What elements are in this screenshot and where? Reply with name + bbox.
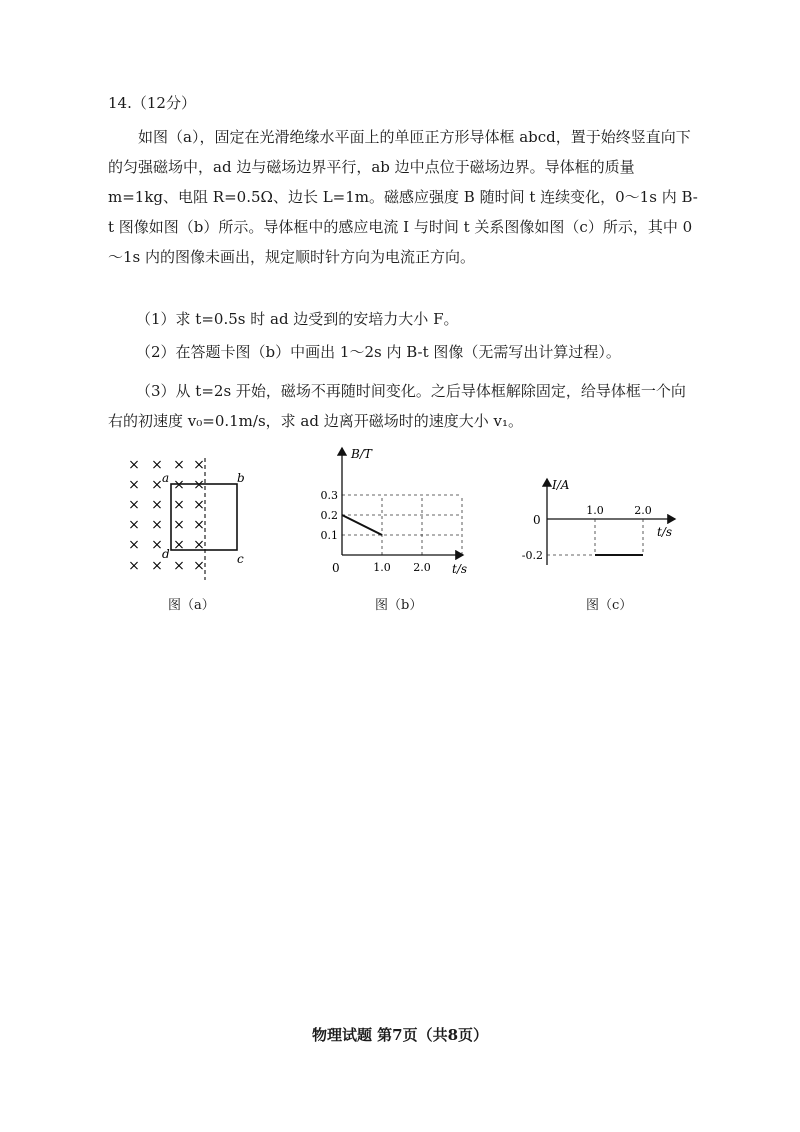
c-origin: 0 (533, 513, 541, 527)
figure-c (515, 475, 690, 580)
field-mark: × (151, 558, 163, 574)
b-xtick-label: 1.0 (373, 561, 391, 574)
field-mark: × (151, 517, 163, 533)
question-stem: 如图（a），固定在光滑绝缘水平面上的单匝正方形导体框 abcd，置于始终竖直向下的匀强磁场中，ad 边与磁场边界平行，ab 边中点位于磁场边界。导体框的质量 m=1kg、电阻 R=0.5Ω、边长 L=1m。磁感应强度 B 随时间 t 连续变化，0～1s 内 B-t 图像如图（b）所示。导体框中的感应电流 I 与时间 t 关系图像如图（c）所示，其中 0～1s 内的图像未画出，规定顺时针方向为电流正方向。 (108, 128, 698, 266)
field-mark: × (128, 558, 140, 574)
c-xtick-label: 2.0 (634, 504, 652, 517)
field-mark: × (193, 558, 205, 574)
figure-b (315, 440, 475, 580)
field-mark: × (151, 537, 163, 553)
field-mark: × (193, 497, 205, 513)
field-mark: × (128, 457, 140, 473)
field-mark: × (151, 497, 163, 513)
part-2: （2）在答题卡图（b）中画出 1～2s 内 B-t 图像（无需写出计算过程）。 (136, 343, 621, 361)
field-mark: × (128, 537, 140, 553)
b-xlabel: t/s (452, 562, 468, 576)
figure-a (120, 455, 260, 585)
b-series-segment (342, 515, 382, 535)
field-mark: × (128, 477, 140, 493)
b-series (342, 515, 382, 535)
field-mark: × (128, 497, 140, 513)
figure-a-caption: 图（a） (168, 598, 215, 613)
c-guides (547, 519, 643, 555)
field-mark: × (151, 477, 163, 493)
b-origin: 0 (332, 561, 340, 575)
c-ytick-label: -0.2 (521, 549, 543, 562)
c-tick-labels (522, 504, 652, 562)
c-xtick-label: 1.0 (586, 504, 604, 517)
b-ylabel: B/T (351, 447, 372, 461)
field-mark: × (173, 457, 185, 473)
b-xtick-label: 2.0 (413, 561, 431, 574)
c-ylabel: I/A (552, 478, 570, 492)
page-footer: 物理试题 第7页（共8页） (311, 1026, 489, 1044)
label-a: a (162, 471, 170, 485)
field-mark: × (128, 517, 140, 533)
field-mark: × (173, 477, 185, 493)
field-mark: × (173, 497, 185, 513)
field-mark: × (193, 457, 205, 473)
field-mark: × (193, 537, 205, 553)
field-mark: × (151, 457, 163, 473)
label-c: c (237, 552, 244, 566)
part-3: （3）从 t=2s 开始，磁场不再随时间变化。之后导体框解除固定，给导体框一个向右的初速度 v₀=0.1m/s，求 ad 边离开磁场时的速度大小 v₁。 (108, 382, 686, 430)
part-1: （1）求 t=0.5s 时 ad 边受到的安培力大小 F。 (136, 310, 459, 328)
field-mark: × (173, 537, 185, 553)
b-ytick-label: 0.1 (320, 529, 338, 542)
field-mark: × (173, 517, 185, 533)
figure-c-caption: 图（c） (586, 598, 633, 613)
figure-b-caption: 图（b） (375, 598, 423, 613)
label-b: b (237, 471, 245, 485)
field-mark: × (193, 517, 205, 533)
question-number: 14.（12分） (108, 94, 196, 112)
field-mark: × (193, 477, 205, 493)
b-ytick-label: 0.2 (320, 509, 338, 522)
b-ytick-label: 0.3 (320, 489, 338, 502)
field-mark: × (173, 558, 185, 574)
c-xlabel: t/s (657, 525, 673, 539)
label-d: d (162, 547, 170, 561)
